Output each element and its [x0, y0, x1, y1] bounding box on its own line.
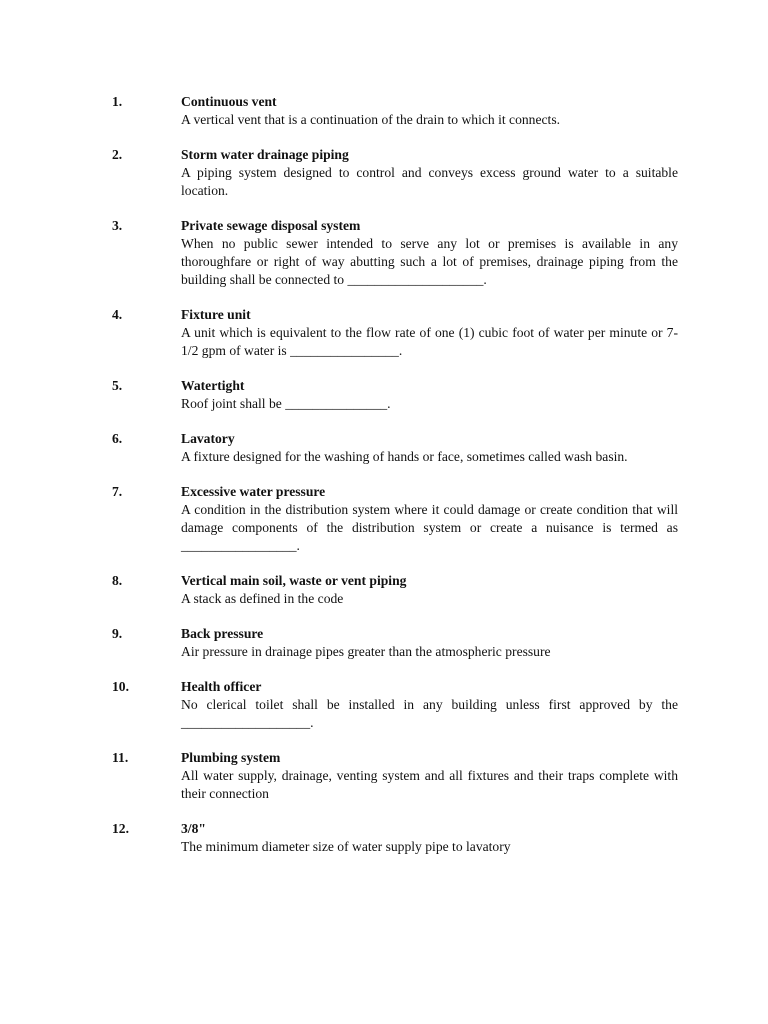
item-definition: The minimum diameter size of water supply pipe to lavatory — [181, 839, 511, 854]
item-term: Health officer — [181, 679, 262, 694]
item-definition: A fixture designed for the washing of hands or face, sometimes called wash basin. — [181, 449, 628, 464]
item-number: 1. — [112, 94, 123, 109]
item-term: Continuous vent — [181, 94, 277, 109]
item-definition: All water supply, drainage, venting system and all fixtures and their traps complete with their connection — [181, 768, 678, 801]
item-term: Back pressure — [181, 626, 264, 641]
list-item — [112, 430, 678, 466]
list-item — [112, 146, 678, 200]
list-item — [112, 572, 678, 608]
item-definition: No clerical toilet shall be installed in any building unless first approved by the ___________________. — [181, 697, 678, 730]
item-definition: A unit which is equivalent to the flow rate of one (1) cubic foot of water per minute or 7-1/2 gpm of water is ________________. — [181, 325, 678, 358]
item-term: Private sewage disposal system — [181, 218, 361, 233]
list-item — [112, 377, 678, 413]
item-definition: A piping system designed to control and conveys excess ground water to a suitable location. — [181, 165, 678, 198]
list-item — [112, 93, 678, 129]
item-term: Watertight — [181, 378, 245, 393]
item-number: 12. — [112, 821, 129, 836]
item-definition: A stack as defined in the code — [181, 591, 344, 606]
item-number: 9. — [112, 626, 123, 641]
item-definition: Roof joint shall be _______________. — [181, 396, 391, 411]
item-number: 3. — [112, 218, 123, 233]
item-definition: A condition in the distribution system where it could damage or create condition that will damage components of the distribution system or create a nuisance is termed as _________________. — [181, 502, 678, 553]
item-number: 6. — [112, 431, 123, 446]
item-number: 8. — [112, 573, 123, 588]
item-definition: Air pressure in drainage pipes greater than the atmospheric pressure — [181, 644, 551, 659]
item-definition: When no public sewer intended to serve any lot or premises is available in any thoroughfare or right of way abutting such a lot of premises, drainage piping from the building shall be connected to ____________________. — [181, 236, 678, 287]
list-item — [112, 217, 678, 289]
item-term: Vertical main soil, waste or vent piping — [181, 573, 407, 588]
item-number: 11. — [112, 750, 129, 765]
numbered-list — [112, 93, 678, 873]
list-item — [112, 678, 678, 732]
item-term: Excessive water pressure — [181, 484, 326, 499]
item-number: 10. — [112, 679, 129, 694]
item-number: 2. — [112, 147, 123, 162]
item-number: 7. — [112, 484, 123, 499]
item-definition: A vertical vent that is a continuation of the drain to which it connects. — [181, 112, 561, 127]
item-term: 3/8" — [181, 821, 206, 836]
list-item — [112, 306, 678, 360]
item-term: Plumbing system — [181, 750, 281, 765]
list-item — [112, 483, 678, 555]
list-item — [112, 625, 678, 661]
item-number: 5. — [112, 378, 123, 393]
item-term: Fixture unit — [181, 307, 251, 322]
list-item — [112, 749, 678, 803]
item-term: Lavatory — [181, 431, 235, 446]
item-number: 4. — [112, 307, 123, 322]
list-item — [112, 820, 678, 856]
item-term: Storm water drainage piping — [181, 147, 349, 162]
